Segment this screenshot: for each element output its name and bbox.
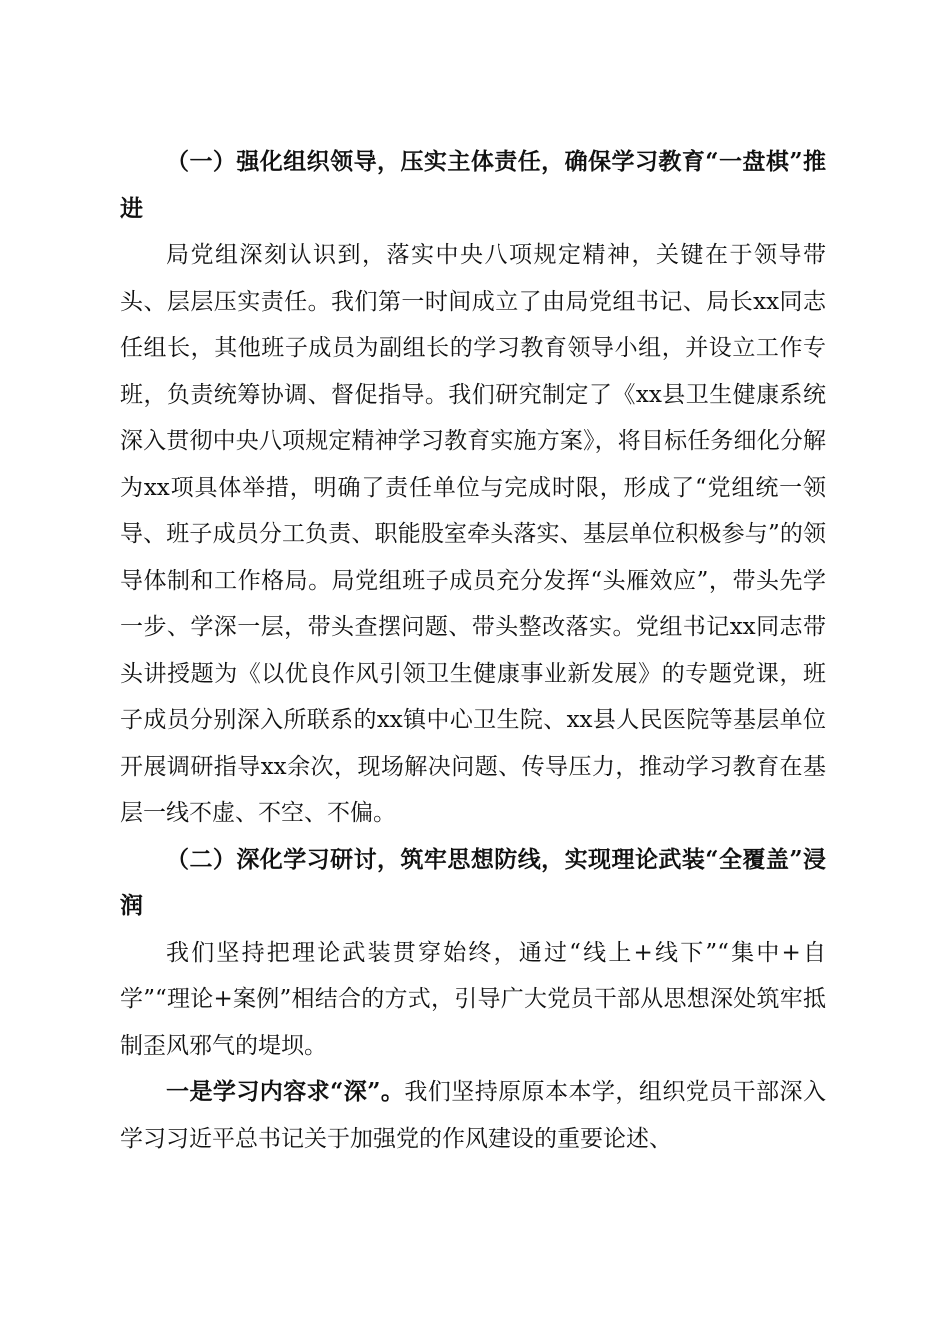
point-1-text: 我们坚持原原本本学，组织党员干部深入学习习近平总书记关于加强党的作风建设的重要论述、 — [120, 1079, 826, 1152]
section-1-heading: （一）强化组织领导，压实主体责任，确保学习教育“一盘棋”推进 — [120, 148, 826, 222]
point-1-lead: 一是学习内容求“深”。 — [166, 1078, 405, 1105]
point-1-paragraph — [120, 1069, 826, 1162]
section-2-heading: （二）深化学习研讨，筑牢思想防线，实现理论武装“全覆盖”浸润 — [120, 845, 826, 919]
section-2-paragraph: 我们坚持把理论武装贯穿始终，通过“线上+线下”“集中+自学”“理论+案例”相结合的方式，引导广大党员干部从思想深处筑牢抵制歪风邪气的堤坝。 — [120, 939, 826, 1059]
section-1-paragraph: 局党组深刻认识到，落实中央八项规定精神，关键在于领导带头、层层压实责任。我们第一时间成立了由局党组书记、局长xx同志任组长，其他班子成员为副组长的学习教育领导小组，并设立工作专班，负责统筹协调、督促指导。我们研究制定了《xx县卫生健康系统深入贯彻中央八项规定精神学习教育实施方案》，将目标任务细化分解为xx项具体举措，明确了责任单位与完成时限，形成了“党组统一领导、班子成员分工负责、职能股室牵头落实、基层单位积极参与”的领导体制和工作格局。局党组班子成员充分发挥“头雁效应”，带头先学一步、学深一层，带头查摆问题、带头整改落实。党组书记xx同志带头讲授题为《以优良作风引领卫生健康事业新发展》的专题党课，班子成员分别深入所联系的xx镇中心卫生院、xx县人民医院等基层单位开展调研指导xx余次，现场解决问题、传导压力，推动学习教育在基层一线不虚、不空、不偏。 — [120, 242, 826, 826]
document-body — [120, 139, 826, 1162]
